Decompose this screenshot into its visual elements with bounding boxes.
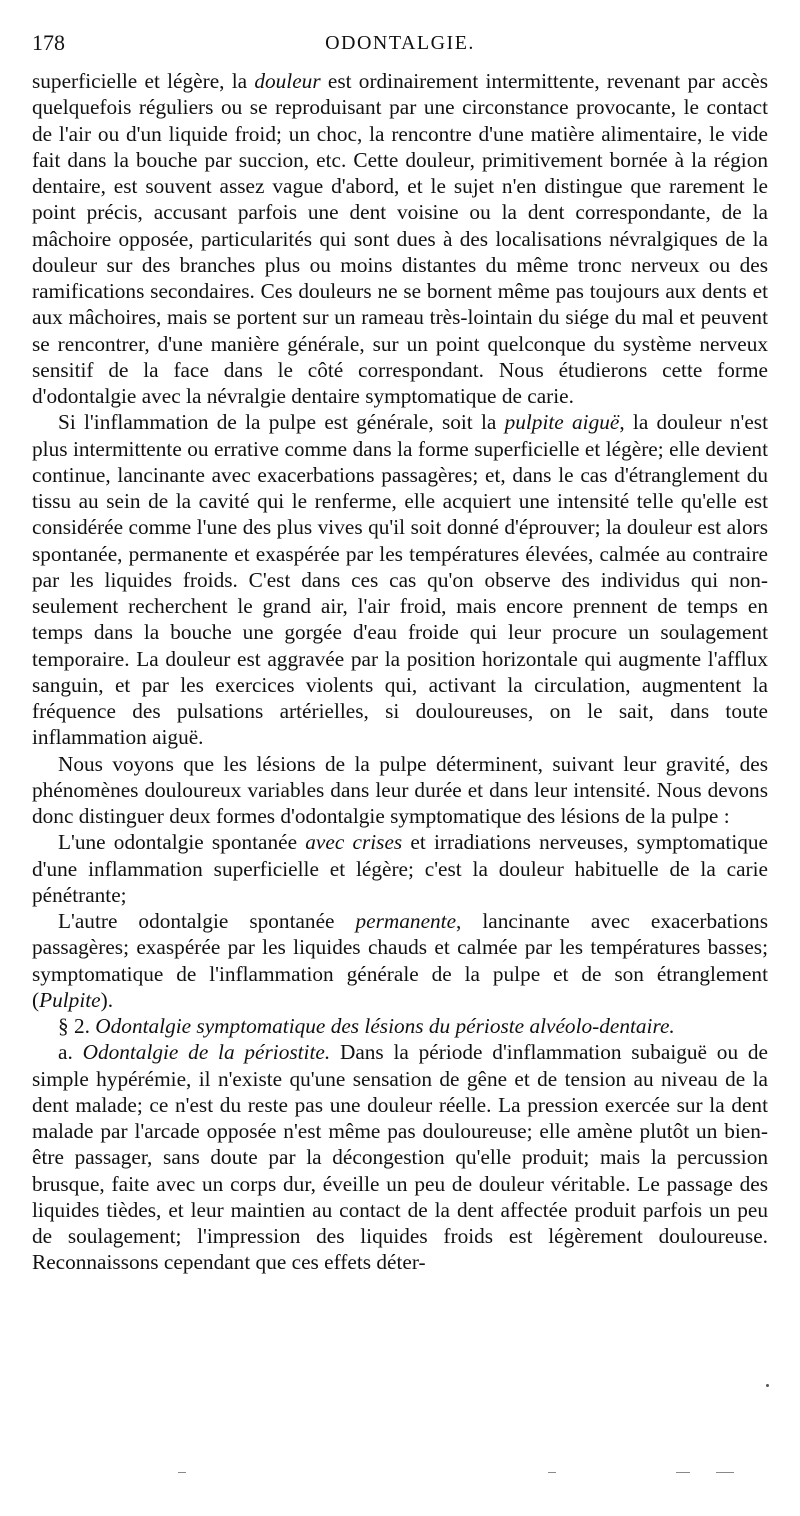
page-header (32, 30, 768, 60)
bottom-dash-mark (178, 1472, 186, 1473)
paragraph (32, 1039, 768, 1275)
text-run: ). (100, 987, 114, 1012)
text-run: a. (58, 1040, 83, 1065)
page-number: 178 (32, 30, 65, 55)
body-text (32, 68, 768, 1276)
paragraph (32, 751, 768, 830)
italic-text: avec crises (305, 830, 403, 855)
paragraph (32, 409, 768, 750)
paragraph (32, 908, 768, 1013)
bottom-print-marks (0, 1472, 800, 1482)
italic-text: permanente (355, 909, 457, 933)
text-run: Dans la période d'inflammation subaiguë ou de simple hypérémie, il n'existe qu'une sensation de gêne et de tension au niveau de la dent malade; ce n'est du reste pas une douleur réelle. La pression exercée sur la dent malade par l'arcade opposée n'est même pas douloureuse; elle amène plutôt un bien-être passager, sans doute par la décongestion qu'elle produit; mais la percussion brusque, faite avec un corps dur, éveille un peu de douleur véritable. Le passage des liquides tièdes, et leur maintien au contact de la dent affectée produit parfois un peu de soulagement; l'impression des liquides froids est légèrement douloureuse. Reconnaissons cependant que ces effets déter- (32, 1040, 768, 1275)
text-run: Si l'inflammation de la pulpe est générale, soit la (58, 410, 505, 435)
book-page (32, 30, 768, 1276)
text-run: et irradiations nerveuses, symptomatique d'une inflammation superficielle et légère; c'est la douleur habituelle de la carie pénétrante; (32, 830, 768, 907)
paragraph (32, 829, 768, 908)
bottom-dash-mark (548, 1472, 556, 1473)
text-run: , la douleur n'est plus intermittente ou errative comme dans la forme superficielle et légère; elle devient continue, lancinante avec exacerbations passagères; et, dans le cas d'étranglement du tissu au sein de la cavité qui le renferme, elle acquiert une intensité telle qu'elle est considérée comme l'une des plus vives qu'il soit donné d'éprouver; la douleur est alors spontanée, permanente et exaspérée par les températures élevées, calmée au contraire par les liquides froids. C'est dans ces cas qu'on observe des individus qui non-seulement recherchent le grand air, l'air froid, mais encore prennent de temps en temps dans la bouche une gorgée d'eau froide qui leur procure un soulagement temporaire. La douleur est aggravée par la position horizontale qui augmente l'afflux sanguin, et par les exercices violents qui, activant la circulation, augmentent la fréquence des pulsations artérielles, si douloureuses, on le sait, dans toute inflammation aiguë. (32, 410, 768, 750)
text-run: L'une odontalgie spontanée (58, 830, 306, 855)
bottom-dash-mark (716, 1472, 734, 1473)
text-run: est ordinairement intermittente, revenant par accès quelquefois réguliers ou se reproduisant par une circonstance provocante, le contact de l'air ou d'un liquide froid; un choc, la rencontre d'une matière alimentaire, le vide fait dans la bouche par succion, etc. Cette douleur, primitivement bornée à la région dentaire, est souvent assez vague d'abord, et le sujet n'en distingue que rarement le point précis, accusant parfois une dent voisine ou la dent correspondante, de la mâchoire opposée, particularités qui sont dues à des localisations névralgiques de la douleur sur des branches plus ou moins distantes du même tronc nerveux ou des ramifications secondaires. Ces douleurs ne se bornent même pas toujours aux dents et aux mâchoires, mais se portent sur un rameau très-lointain du siége du mal et peuvent se rencontrer, d'une manière générale, sur un point quelconque du système nerveux sensitif de la face dans le côté correspondant. Nous étudierons cette forme d'odontalgie avec la névralgie dentaire symptomatique de carie. (32, 69, 769, 408)
text-run: Nous voyons que les lésions de la pulpe déterminent, suivant leur gravité, des phénomènes douloureux variables dans leur durée et dans leur intensité. Nous devons donc distinguer deux formes d'odontalgie symptomatique des lésions de la pulpe : (32, 751, 768, 828)
stray-dot-mark (766, 1384, 769, 1387)
italic-text: pulpite aiguë (504, 410, 620, 435)
text-run: L'autre odontalgie spontanée (58, 909, 356, 933)
italic-text: Pulpite (39, 987, 101, 1012)
italic-text: douleur (254, 69, 321, 93)
running-title: ODONTALGIE. (325, 32, 475, 54)
italic-text: Odontalgie symptomatique des lésions du périoste alvéolo-dentaire. (95, 1014, 675, 1038)
text-run: superficielle et légère, la (32, 69, 255, 93)
italic-text: Odontalgie de la périostite. (82, 1040, 331, 1065)
paragraph (32, 68, 768, 409)
bottom-dash-mark (676, 1472, 690, 1473)
paragraph (32, 1013, 768, 1039)
text-run: § 2. (58, 1014, 96, 1038)
text-run: , lancinante avec exacerbations passagères; exaspérée par les liquides chauds et calmée par les températures basses; symptomatique de l'inflammation générale de la pulpe et de son étranglement ( (32, 909, 768, 1012)
